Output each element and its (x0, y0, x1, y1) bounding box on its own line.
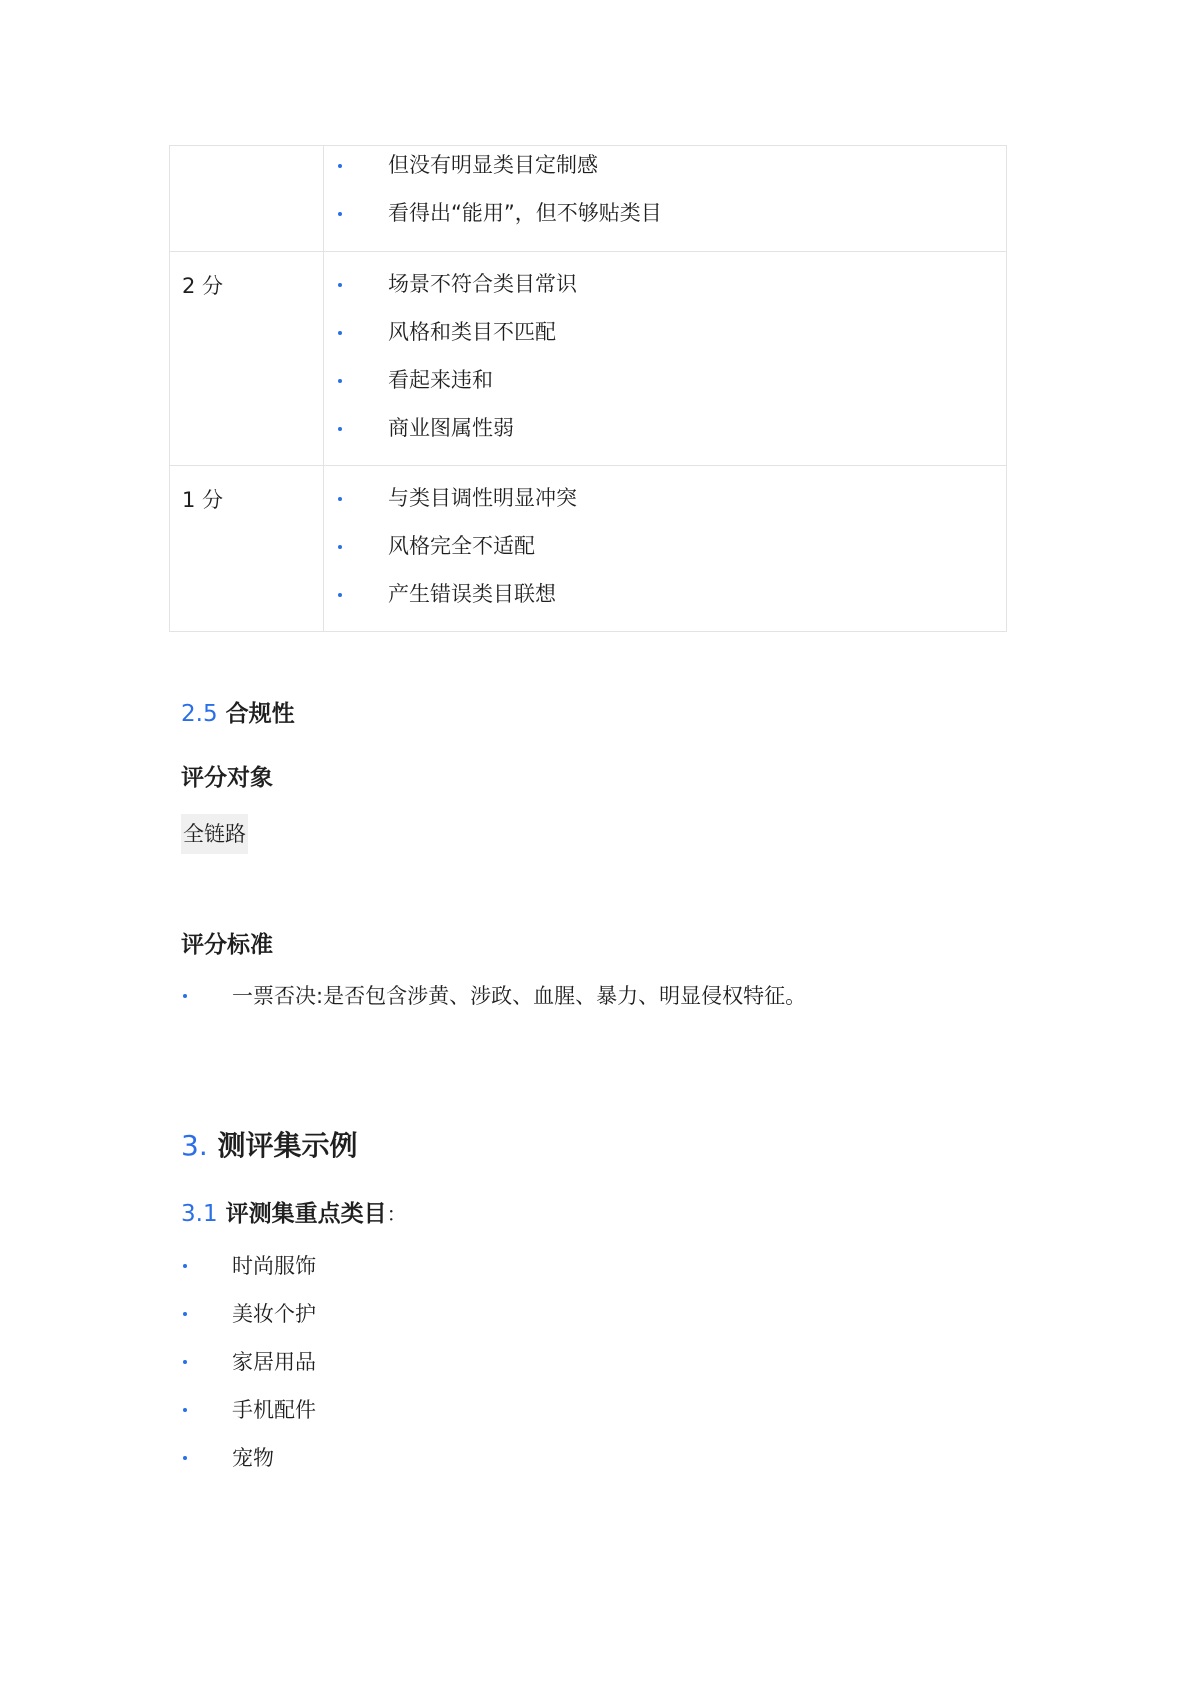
list-item (181, 980, 881, 1012)
list-item (170, 361, 1006, 409)
list-item (170, 265, 1006, 313)
list-item (181, 1394, 881, 1426)
bullet-icon (338, 379, 342, 383)
bullet-icon (183, 1264, 187, 1268)
category-text: 手机配件 (232, 1398, 316, 1422)
criteria-text: 看起来违和 (388, 368, 493, 392)
criteria-text: 看得出“能用”，但不够贴类目 (388, 201, 662, 225)
list-item (170, 409, 1006, 457)
list-item (181, 1298, 881, 1330)
bullet-icon (338, 497, 342, 501)
criteria-text: 场景不符合类目常识 (388, 272, 577, 296)
criteria-text: 产生错误类目联想 (388, 582, 556, 606)
section-number: 3.1 (181, 1201, 218, 1227)
criteria-text: 但没有明显类目定制感 (388, 153, 598, 177)
object-tag: 全链路 (181, 814, 248, 854)
criteria-text: 一票否决:是否包含涉黄、涉政、血腥、暴力、明显侵权特征。 (232, 984, 807, 1008)
section-number: 3. (181, 1129, 208, 1162)
score-cell: 1 分 (170, 466, 324, 631)
bullet-icon (338, 545, 342, 549)
category-text: 宠物 (232, 1446, 274, 1470)
criteria-text: 风格和类目不匹配 (388, 320, 556, 344)
bullet-icon (183, 994, 187, 998)
list-item (170, 527, 1006, 575)
bullet-icon (338, 331, 342, 335)
bullet-icon (338, 164, 342, 168)
list-item (181, 1442, 881, 1474)
section-title: 测评集示例 (217, 1129, 358, 1162)
bullet-icon (183, 1408, 187, 1412)
section-number: 2.5 (181, 701, 218, 727)
table-row (170, 466, 1006, 632)
list-item (181, 1250, 881, 1282)
category-text: 家居用品 (232, 1350, 316, 1374)
list-item (181, 1346, 881, 1378)
section-title: 评测集重点类目 (225, 1201, 387, 1227)
bullet-icon (338, 283, 342, 287)
bullet-icon (183, 1360, 187, 1364)
table-row (170, 252, 1006, 466)
criteria-cell (324, 146, 1006, 251)
bullet-icon (338, 427, 342, 431)
criteria-cell (324, 466, 1006, 631)
list-item (170, 146, 1006, 194)
bullet-icon (183, 1456, 187, 1460)
object-heading: 评分对象 (181, 765, 273, 791)
section-heading-3-1 (181, 1198, 407, 1230)
heading-colon: ： (386, 1202, 407, 1226)
list-item (170, 313, 1006, 361)
section-title: 合规性 (225, 701, 295, 727)
section-heading-2-5 (181, 698, 295, 730)
scoring-table (169, 145, 1007, 632)
section-heading-3 (181, 1126, 357, 1166)
list-item (170, 194, 1006, 242)
list-item (170, 479, 1006, 527)
score-cell: 2 分 (170, 252, 324, 465)
bullet-icon (183, 1312, 187, 1316)
bullet-icon (338, 212, 342, 216)
criteria-text: 风格完全不适配 (388, 534, 535, 558)
criteria-heading: 评分标准 (181, 932, 273, 958)
list-item (170, 575, 1006, 623)
criteria-text: 与类目调性明显冲突 (388, 486, 577, 510)
category-text: 美妆个护 (232, 1302, 316, 1326)
criteria-cell (324, 252, 1006, 465)
criteria-text: 商业图属性弱 (388, 416, 514, 440)
bullet-icon (338, 593, 342, 597)
category-text: 时尚服饰 (232, 1254, 316, 1278)
table-row (170, 146, 1006, 252)
